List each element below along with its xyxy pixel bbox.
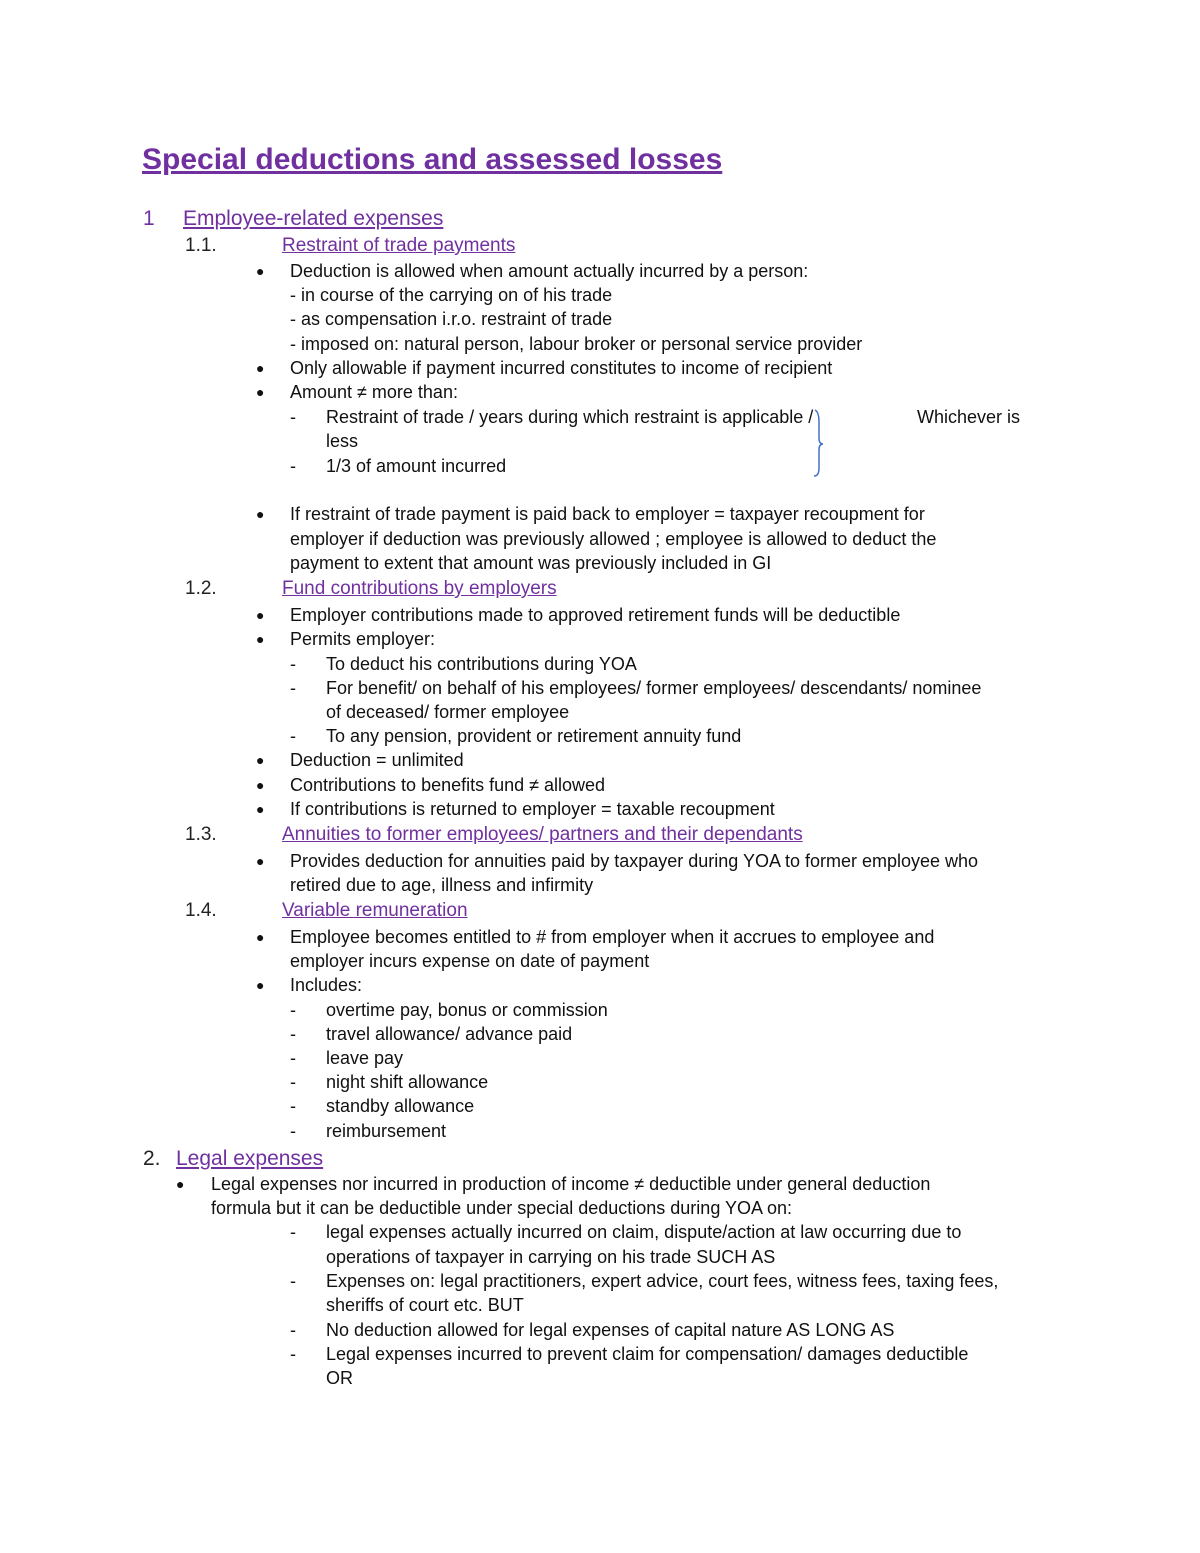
- bullet-text: Employer contributions made to approved retirement funds will be deductible: [290, 605, 901, 625]
- dash-text-continued: less: [326, 431, 359, 451]
- dash-text: 1/3 of amount incurred: [326, 456, 507, 476]
- dash-text-continued: operations of taxpayer in carrying on his trade SUCH AS: [326, 1247, 776, 1267]
- dash-marker: -: [290, 1121, 296, 1141]
- bullet-text: Provides deduction for annuities paid by taxpayer during YOA to former employee who: [290, 851, 979, 871]
- section-number: 2.: [143, 1147, 161, 1170]
- whichever-note: Whichever is: [917, 407, 1021, 427]
- section-title: Legal expenses: [176, 1147, 324, 1170]
- bullet-icon: ●: [256, 263, 265, 279]
- dash-text: To any pension, provident or retirement annuity fund: [326, 726, 742, 746]
- subsection-number: 1.1.: [185, 235, 217, 256]
- list-line: - in course of the carrying on of his trade: [290, 285, 613, 305]
- bullet-icon: ●: [256, 506, 265, 522]
- dash-text-continued: of deceased/ former employee: [326, 702, 570, 722]
- bullet-text: Legal expenses nor incurred in production of income ≠ deductible under general deduction: [211, 1174, 931, 1194]
- bullet-text: Permits employer:: [290, 629, 436, 649]
- dash-text: reimbursement: [326, 1121, 447, 1141]
- dash-marker: -: [290, 1222, 296, 1242]
- dash-text-continued: OR: [326, 1368, 353, 1388]
- dash-text-continued: sheriffs of court etc. BUT: [326, 1295, 524, 1315]
- bullet-text: Contributions to benefits fund ≠ allowed: [290, 775, 606, 795]
- subsection-title: Restraint of trade payments: [282, 235, 516, 256]
- subsection-title: Variable remuneration: [282, 900, 468, 921]
- subsection-1-3-heading: [185, 823, 945, 847]
- bullet-icon: ●: [176, 1176, 185, 1192]
- dash-text: leave pay: [326, 1048, 404, 1068]
- section-number: 1: [143, 207, 155, 230]
- bullet-text-continued: formula but it can be deductible under special deductions during YOA on:: [211, 1198, 793, 1218]
- dash-marker: -: [290, 1271, 296, 1291]
- bullet-text-continued: payment to extent that amount was previously included in GI: [290, 553, 772, 573]
- bullet-icon: ●: [256, 801, 265, 817]
- subsection-title: Annuities to former employees/ partners and their dependants: [282, 824, 803, 845]
- dash-marker: -: [290, 1000, 296, 1020]
- section-1-heading: [143, 206, 543, 232]
- dash-marker: -: [290, 654, 296, 674]
- bullet-text: Amount ≠ more than:: [290, 382, 458, 402]
- dash-text: legal expenses actually incurred on claim, dispute/action at law occurring due to: [326, 1222, 962, 1242]
- bullet-text: If contributions is returned to employer = taxable recoupment: [290, 799, 775, 819]
- dash-text: night shift allowance: [326, 1072, 489, 1092]
- bullet-icon: ●: [256, 777, 265, 793]
- dash-text: For benefit/ on behalf of his employees/ former employees/ descendants/ nominee: [326, 678, 982, 698]
- dash-marker: -: [290, 407, 296, 427]
- bullet-text-continued: employer if deduction was previously allowed ; employee is allowed to deduct the: [290, 529, 937, 549]
- dash-marker: -: [290, 1320, 296, 1340]
- bracket-brace: [811, 408, 825, 478]
- dash-text: No deduction allowed for legal expenses of capital nature AS LONG AS: [326, 1320, 895, 1340]
- subsection-1-2-heading: [185, 577, 685, 601]
- page-title: Special deductions and assessed losses: [142, 143, 723, 176]
- dash-marker: -: [290, 1072, 296, 1092]
- dash-marker: -: [290, 1344, 296, 1364]
- dash-marker: -: [290, 678, 296, 698]
- bullet-text-continued: employer incurs expense on date of payment: [290, 951, 650, 971]
- dash-text: Expenses on: legal practitioners, expert advice, court fees, witness fees, taxing fees,: [326, 1271, 999, 1291]
- dash-text: standby allowance: [326, 1096, 475, 1116]
- list-line: - as compensation i.r.o. restraint of trade: [290, 309, 613, 329]
- subsection-number: 1.3.: [185, 824, 217, 845]
- dash-marker: -: [290, 1024, 296, 1044]
- bullet-text: Deduction is allowed when amount actually incurred by a person:: [290, 261, 809, 281]
- bullet-text: Includes:: [290, 975, 363, 995]
- dash-marker: -: [290, 456, 296, 476]
- dash-text: To deduct his contributions during YOA: [326, 654, 637, 674]
- dash-marker: -: [290, 726, 296, 746]
- dash-marker: -: [290, 1048, 296, 1068]
- bullet-icon: ●: [256, 929, 265, 945]
- bullet-icon: ●: [256, 607, 265, 623]
- subsection-1-4-heading: [185, 899, 685, 923]
- bullet-icon: ●: [256, 384, 265, 400]
- section-title: Employee-related expenses: [183, 207, 444, 230]
- dash-text: travel allowance/ advance paid: [326, 1024, 573, 1044]
- section-2-heading: [143, 1146, 543, 1172]
- dash-text: overtime pay, bonus or commission: [326, 1000, 608, 1020]
- dash-text: Restraint of trade / years during which restraint is applicable /: [326, 407, 814, 427]
- bullet-icon: ●: [256, 853, 265, 869]
- subsection-number: 1.4.: [185, 900, 217, 921]
- bullet-icon: ●: [256, 752, 265, 768]
- subsection-1-1-heading: [185, 234, 685, 258]
- bullet-text: If restraint of trade payment is paid back to employer = taxpayer recoupment for: [290, 504, 925, 524]
- bullet-text: Deduction = unlimited: [290, 750, 464, 770]
- bullet-icon: ●: [256, 977, 265, 993]
- bullet-icon: ●: [256, 360, 265, 376]
- subsection-title: Fund contributions by employers: [282, 578, 557, 599]
- list-line: - imposed on: natural person, labour broker or personal service provider: [290, 334, 863, 354]
- dash-marker: -: [290, 1096, 296, 1116]
- subsection-number: 1.2.: [185, 578, 217, 599]
- bullet-text: Employee becomes entitled to # from employer when it accrues to employee and: [290, 927, 935, 947]
- bullet-icon: ●: [256, 631, 265, 647]
- dash-text: Legal expenses incurred to prevent claim for compensation/ damages deductible: [326, 1344, 969, 1364]
- bullet-text: Only allowable if payment incurred constitutes to income of recipient: [290, 358, 833, 378]
- bullet-text-continued: retired due to age, illness and infirmity: [290, 875, 594, 895]
